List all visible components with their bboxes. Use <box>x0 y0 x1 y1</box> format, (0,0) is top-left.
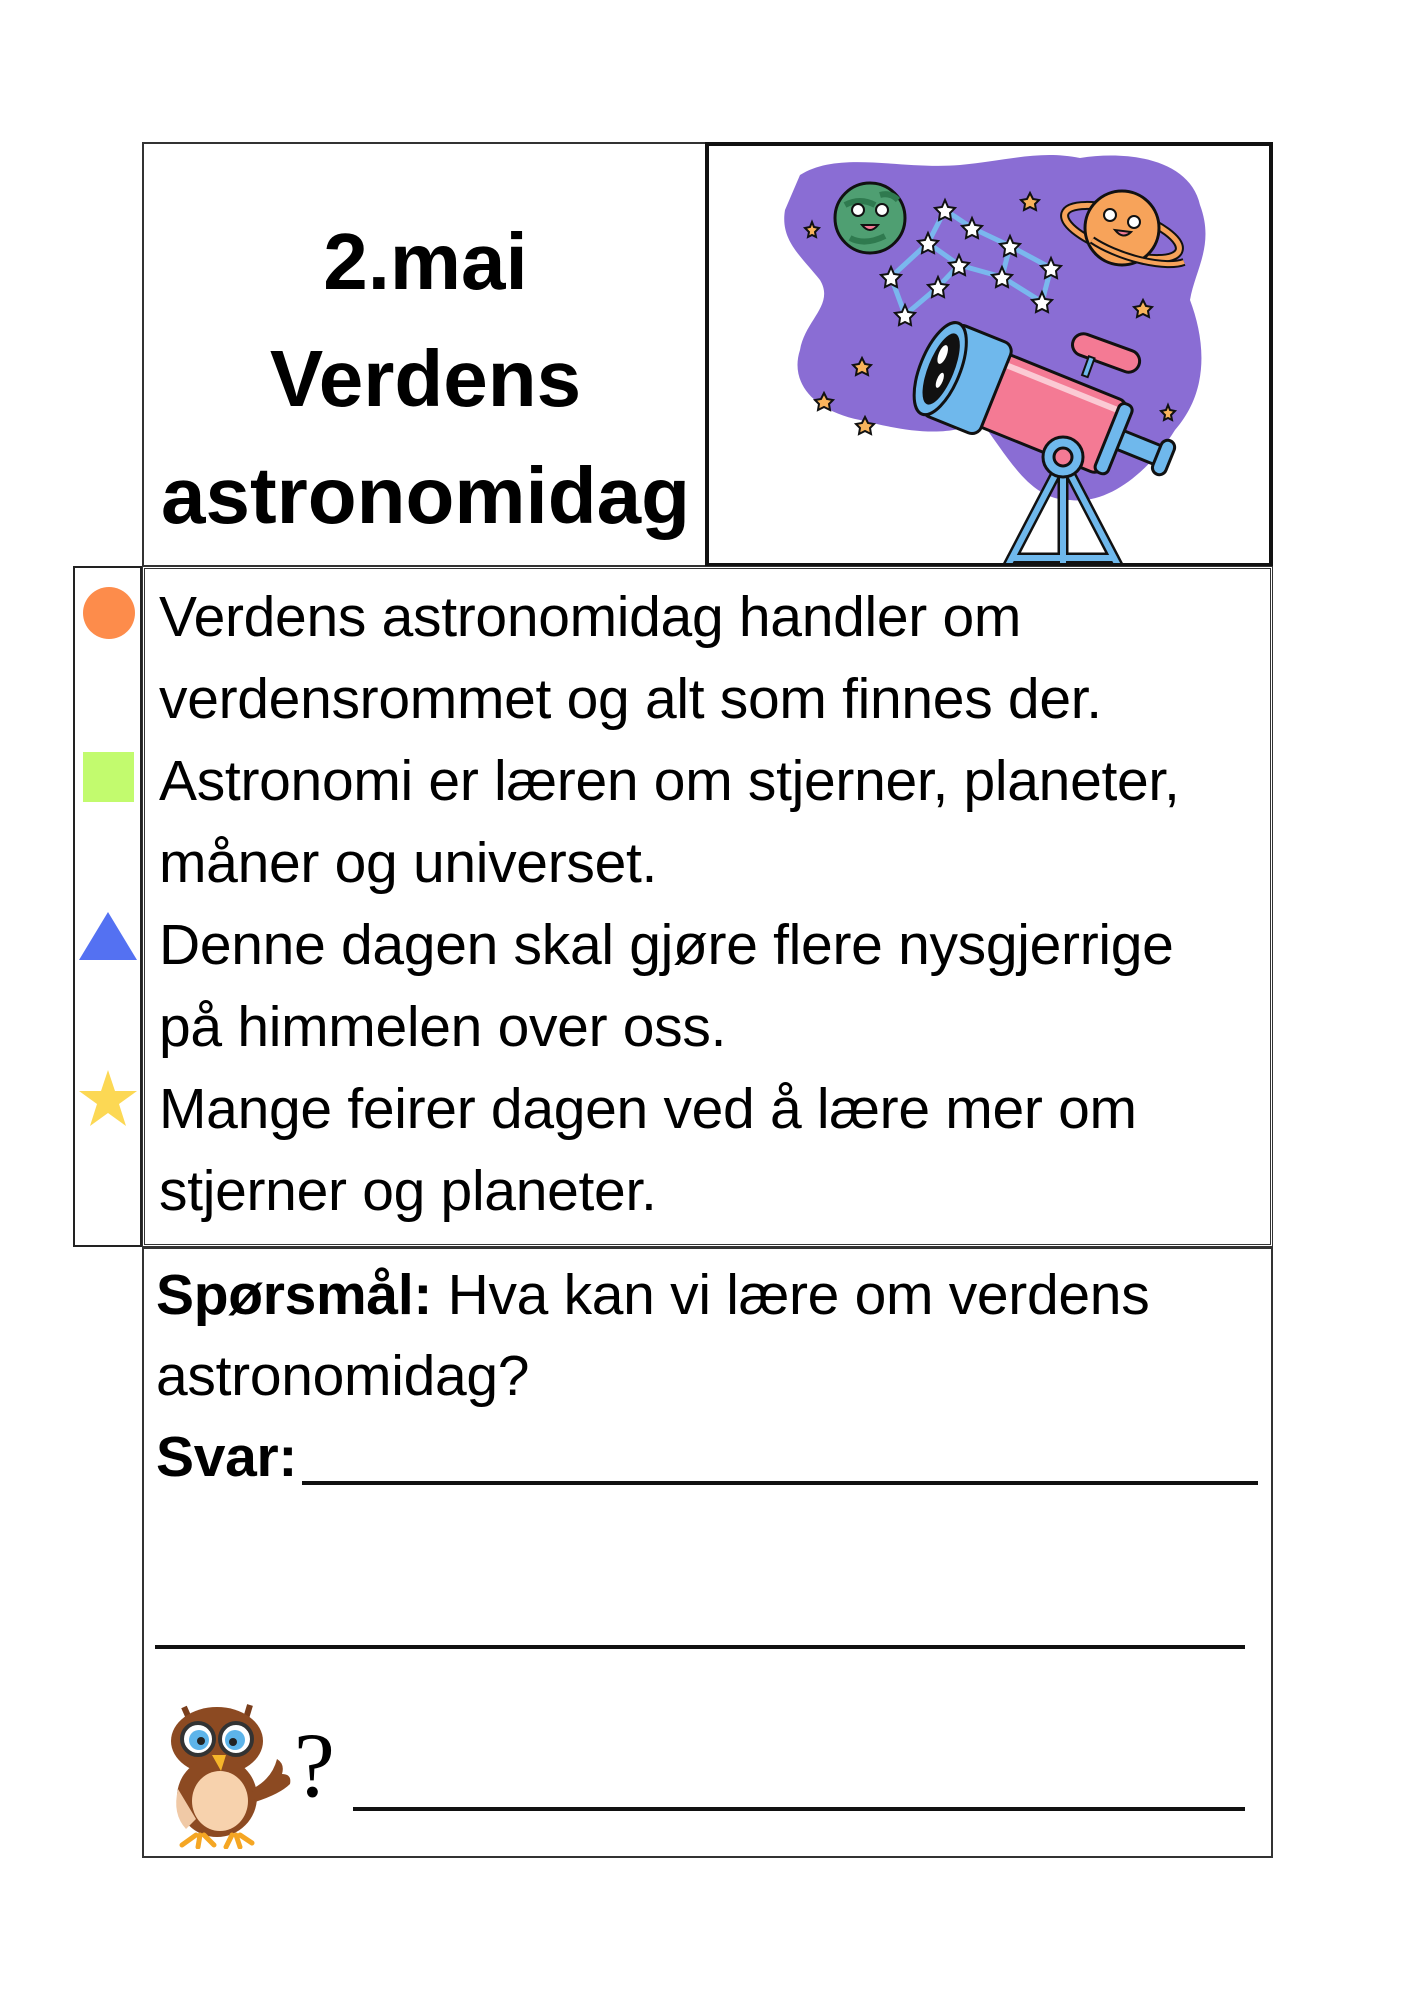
fact-4-line-1: Mange feirer dagen ved å lære mer om <box>159 1077 1137 1141</box>
date-heading: 2.mai <box>323 217 528 306</box>
fact-1-line-1: Verdens astronomidag handler om <box>159 585 1022 649</box>
fact-2-line-1: Astronomi er læren om stjerner, planeter, <box>159 749 1180 813</box>
illustration-cell <box>705 142 1273 567</box>
owl-icon <box>162 1689 297 1849</box>
blue-triangle-icon <box>77 910 139 966</box>
answer-line-2[interactable] <box>155 1645 1245 1649</box>
fact-3-line-2: på himmelen over oss. <box>159 995 727 1059</box>
question-line-1 <box>156 1263 1150 1327</box>
fact-2-line-2: måner og universet. <box>159 831 658 895</box>
answer-line-1[interactable] <box>302 1481 1258 1485</box>
fact-3-line-1: Denne dagen skal gjøre flere nysgjerrige <box>159 913 1174 977</box>
orange-circle-icon <box>79 586 139 646</box>
answer-line-3[interactable] <box>353 1807 1245 1811</box>
question-label: Spørsmål: <box>156 1263 433 1327</box>
icon-column <box>73 566 142 1247</box>
question-mark: ? <box>294 1714 335 1816</box>
answer-label: Svar: <box>156 1425 298 1489</box>
question-section <box>142 1247 1273 1858</box>
facts-section <box>142 566 1273 1247</box>
title-line-1: Verdens <box>269 334 582 423</box>
question-text: Hva kan vi lære om verdens <box>432 1263 1150 1327</box>
green-square-icon <box>79 748 139 808</box>
title-cell <box>142 142 709 567</box>
question-line-2: astronomidag? <box>156 1344 530 1408</box>
telescope-illustration-icon <box>709 146 1269 563</box>
yellow-star-icon <box>76 1068 140 1130</box>
title-line-2: astronomidag <box>161 451 690 540</box>
fact-1-line-2: verdensrommet og alt som finnes der. <box>159 667 1102 731</box>
fact-4-line-2: stjerner og planeter. <box>159 1159 657 1223</box>
